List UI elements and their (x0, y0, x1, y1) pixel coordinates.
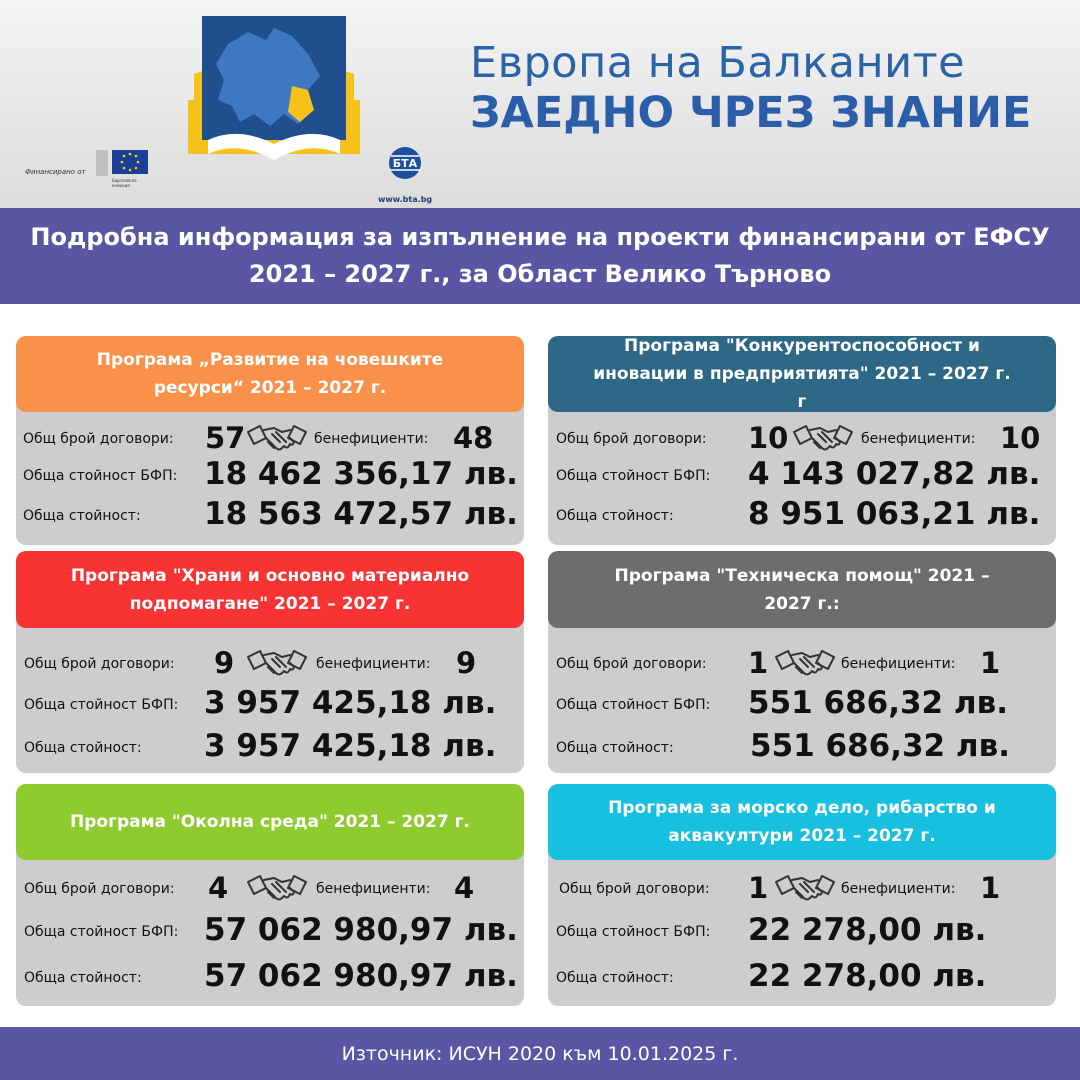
bfp-row (16, 912, 524, 952)
program-card-food-aid (16, 551, 524, 773)
bfp-value: 551 686,32 лв. (748, 685, 1009, 721)
bfp-value: 22 278,00 лв. (748, 912, 987, 948)
total-row (16, 728, 524, 768)
contracts-count: 4 (208, 871, 229, 905)
subtitle-band (0, 208, 1080, 304)
program-body (16, 396, 524, 545)
program-card-technical-assistance (548, 551, 1056, 773)
beneficiaries-count: 1 (980, 646, 1001, 680)
bfp-row (16, 685, 524, 725)
bta-logo (377, 145, 433, 181)
bfp-label: Обща стойност БФП: (556, 924, 711, 940)
source-note: Източник: ИСУН 2020 към 10.01.2025 г. (341, 1042, 739, 1065)
footer (0, 1027, 1080, 1080)
bfp-row (548, 685, 1056, 725)
contracts-label: Общ брой договори: (556, 431, 707, 447)
bta-url: www.bta.bg (378, 195, 433, 204)
contracts-row (548, 870, 1056, 910)
total-value: 3 957 425,18 лв. (204, 728, 497, 764)
total-label: Обща стойност: (24, 740, 142, 756)
program-title: Програма за морско дело, рибарство и аквакултури 2021 – 2027 г. (548, 784, 1056, 860)
beneficiaries-label: бенефициенти: (841, 881, 956, 897)
total-row (16, 496, 524, 536)
total-value: 22 278,00 лв. (748, 958, 987, 994)
handshake-icon (246, 645, 308, 685)
bfp-row (16, 456, 524, 496)
program-card-environment (16, 784, 524, 1006)
contracts-label: Общ брой договори: (24, 881, 175, 897)
bfp-label: Обща стойност БФП: (556, 468, 711, 484)
handshake-icon (774, 645, 836, 685)
beneficiaries-label: бенефициенти: (316, 656, 431, 672)
beneficiaries-label: бенефициенти: (314, 431, 429, 447)
contracts-row (16, 870, 524, 910)
total-row (548, 728, 1056, 768)
total-label: Обща стойност: (556, 970, 674, 986)
ec-caption: Европейска комисия (112, 178, 137, 188)
program-body (16, 844, 524, 1006)
handshake-icon (246, 870, 308, 910)
program-card-competitiveness (548, 336, 1056, 545)
program-title: Програма „Развитие на човешките ресурси“ 2021 – 2027 г. (16, 336, 524, 412)
bfp-value: 18 462 356,17 лв. (204, 456, 518, 492)
beneficiaries-label: бенефициенти: (316, 881, 431, 897)
bfp-label: Обща стойност БФП: (24, 697, 179, 713)
handshake-icon (774, 870, 836, 910)
contracts-row (16, 420, 524, 460)
bfp-value: 57 062 980,97 лв. (204, 912, 518, 948)
program-card-human-resources (16, 336, 524, 545)
program-body (16, 611, 524, 773)
total-row (548, 496, 1056, 536)
beneficiaries-label: бенефициенти: (861, 431, 976, 447)
bfp-label: Обща стойност БФП: (556, 697, 711, 713)
contracts-label: Общ брой договори: (556, 656, 707, 672)
beneficiaries-count: 10 (1000, 421, 1041, 455)
europe-book-logo (188, 14, 360, 164)
program-card-maritime (548, 784, 1056, 1006)
program-title: Програма "Околна среда" 2021 – 2027 г. (16, 784, 524, 860)
subtitle: Подробна информация за изпълнение на проекти финансирани от ЕФСУ 2021 – 2027 г., за Област Велико Търново (30, 223, 1050, 288)
contracts-row (548, 420, 1056, 460)
program-title: Програма "Храни и основно материално подпомагане" 2021 – 2027 г. (16, 551, 524, 628)
contracts-label: Общ брой договори: (24, 656, 175, 672)
handshake-icon (792, 420, 854, 460)
header (0, 0, 1080, 208)
total-value: 551 686,32 лв. (750, 728, 1011, 764)
funded-by-label: Финансирано от (25, 168, 86, 176)
contracts-count: 9 (214, 646, 235, 680)
contracts-label: Общ брой договори: (23, 431, 174, 447)
contracts-count: 1 (748, 646, 769, 680)
beneficiaries-label: бенефициенти: (841, 656, 956, 672)
bfp-label: Обща стойност БФП: (23, 468, 178, 484)
contracts-row (548, 645, 1056, 685)
program-body (548, 396, 1056, 545)
contracts-count: 1 (748, 871, 769, 905)
beneficiaries-count: 1 (980, 871, 1001, 905)
bfp-row (548, 912, 1056, 952)
bfp-row (548, 456, 1056, 496)
total-label: Обща стойност: (556, 740, 674, 756)
bfp-value: 4 143 027,82 лв. (748, 456, 1041, 492)
beneficiaries-count: 48 (453, 421, 494, 455)
bta-logo-text: БТА (392, 157, 418, 170)
contracts-row (16, 645, 524, 685)
program-title: Програма "Техническа помощ" 2021 – 2027 г.: (548, 551, 1056, 628)
program-body (548, 611, 1056, 773)
total-label: Обща стойност: (23, 508, 141, 524)
bfp-label: Обща стойност БФП: (24, 924, 179, 940)
title-line-1: Европа на Балканите (470, 38, 966, 88)
beneficiaries-count: 9 (456, 646, 477, 680)
program-body (548, 844, 1056, 1006)
bfp-value: 3 957 425,18 лв. (204, 685, 497, 721)
handshake-icon (246, 420, 308, 460)
contracts-count: 57 (205, 421, 246, 455)
total-value: 8 951 063,21 лв. (748, 496, 1041, 532)
contracts-count: 10 (748, 421, 789, 455)
total-row (548, 958, 1056, 998)
program-title: Програма "Конкурентоспособност и иновации в предприятията" 2021 – 2027 г. г (548, 336, 1056, 412)
beneficiaries-count: 4 (454, 871, 475, 905)
total-value: 18 563 472,57 лв. (204, 496, 518, 532)
total-label: Обща стойност: (24, 970, 142, 986)
contracts-label: Общ брой договори: (559, 881, 710, 897)
total-value: 57 062 980,97 лв. (204, 958, 518, 994)
title-line-2: ЗАЕДНО ЧРЕЗ ЗНАНИЕ (470, 88, 1032, 138)
total-label: Обща стойност: (556, 508, 674, 524)
total-row (16, 958, 524, 998)
